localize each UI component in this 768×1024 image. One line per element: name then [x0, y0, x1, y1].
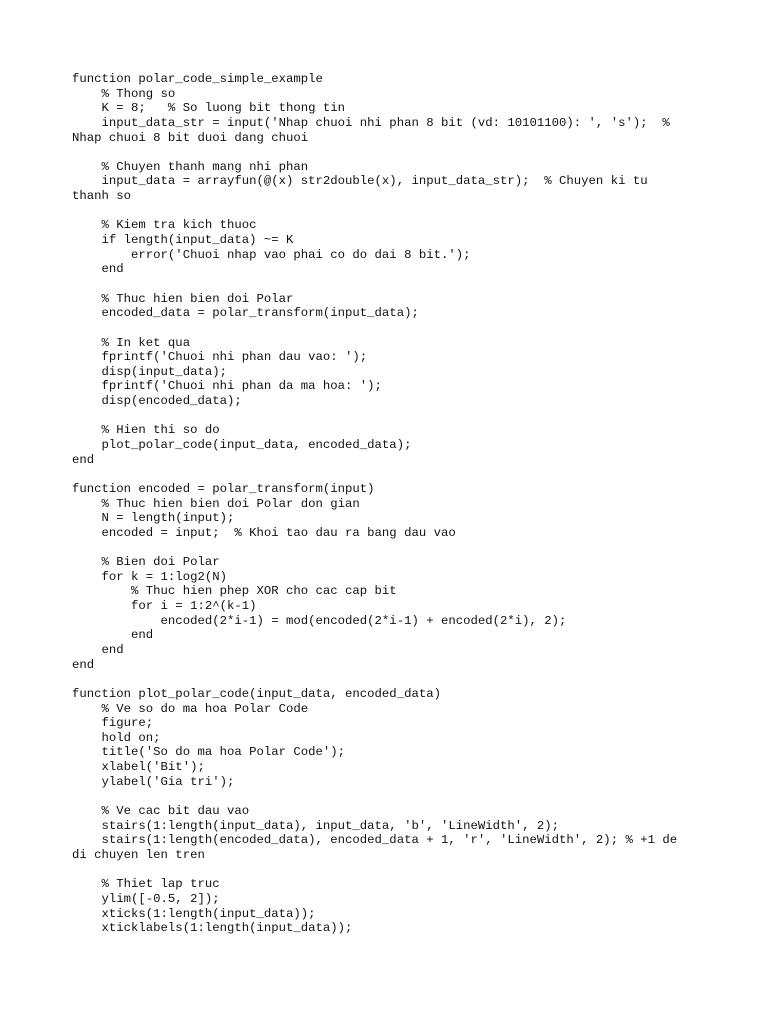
code-line: xlabel('Bit'); — [72, 760, 205, 775]
code-line — [72, 204, 732, 219]
code-line — [72, 145, 732, 160]
code-line: stairs(1:length(encoded_data), encoded_data + 1, 'r', 'LineWidth', 2); % +1 de — [72, 833, 678, 848]
code-line: stairs(1:length(input_data), input_data, 'b', 'LineWidth', 2); — [72, 818, 560, 833]
code-line — [72, 541, 732, 556]
code-line: ylabel('Gia tri'); — [72, 774, 235, 789]
code-line: % Thuc hien phep XOR cho cac cap bit — [72, 584, 397, 599]
code-line: title('So do ma hoa Polar Code'); — [72, 745, 346, 760]
code-line: end — [72, 657, 95, 672]
code-line: N = length(input); — [72, 511, 235, 526]
code-line: end — [72, 628, 154, 643]
code-line: encoded(2*i-1) = mod(encoded(2*i-1) + encoded(2*i), 2); — [72, 613, 567, 628]
code-line: % Kiem tra kich thuoc — [72, 218, 257, 233]
code-line: disp(encoded_data); — [72, 394, 242, 409]
code-line: % Hien thi so do — [72, 423, 220, 438]
code-line — [72, 467, 732, 482]
code-line: function polar_code_simple_example — [72, 72, 323, 86]
code-line: % Thuc hien bien doi Polar don gian — [72, 496, 360, 511]
code-line — [72, 321, 732, 336]
code-line — [72, 789, 732, 804]
code-line: Nhap chuoi 8 bit duoi dang chuoi — [72, 130, 309, 145]
code-line: figure; — [72, 716, 154, 731]
code-line: % Ve so do ma hoa Polar Code — [72, 701, 309, 716]
code-line: encoded = input; % Khoi tao dau ra bang dau vao — [72, 525, 456, 540]
code-line: error('Chuoi nhap vao phai co do dai 8 bit.'); — [72, 247, 471, 262]
code-line: xticklabels(1:length(input_data)); — [72, 921, 353, 936]
code-line: % In ket qua — [72, 335, 191, 350]
code-line: end — [72, 452, 95, 467]
code-line: % Bien doi Polar — [72, 555, 220, 570]
code-line — [72, 672, 732, 687]
code-line: thanh so — [72, 189, 132, 204]
code-line: end — [72, 642, 124, 657]
code-block — [72, 72, 732, 936]
code-line: fprintf('Chuoi nhi phan da ma hoa: '); — [72, 379, 382, 394]
code-line — [72, 863, 732, 878]
code-line: xticks(1:length(input_data)); — [72, 906, 316, 921]
code-line: fprintf('Chuoi nhi phan dau vao: '); — [72, 350, 368, 365]
code-line: hold on; — [72, 730, 161, 745]
code-line: % Thuc hien bien doi Polar — [72, 291, 294, 306]
code-line: end — [72, 262, 124, 277]
code-line: disp(input_data); — [72, 364, 227, 379]
code-line: ylim([-0.5, 2]); — [72, 891, 220, 906]
code-line: encoded_data = polar_transform(input_data); — [72, 306, 419, 321]
code-line: for k = 1:log2(N) — [72, 569, 227, 584]
code-line: di chuyen len tren — [72, 847, 205, 862]
code-line: function plot_polar_code(input_data, encoded_data) — [72, 686, 441, 701]
code-line: if length(input_data) ~= K — [72, 233, 294, 248]
code-line: input_data = arrayfun(@(x) str2double(x), input_data_str); % Chuyen ki tu — [72, 174, 648, 189]
code-line: % Thiet lap truc — [72, 877, 220, 892]
code-line: % Chuyen thanh mang nhi phan — [72, 159, 309, 174]
code-line: plot_polar_code(input_data, encoded_data); — [72, 438, 412, 453]
code-line: input_data_str = input('Nhap chuoi nhi phan 8 bit (vd: 10101100): ', 's'); % — [72, 115, 670, 130]
code-line — [72, 277, 732, 292]
code-line: % Thong so — [72, 86, 176, 101]
code-line: K = 8; % So luong bit thong tin — [72, 101, 346, 116]
code-line: for i = 1:2^(k-1) — [72, 599, 257, 614]
code-line: % Ve cac bit dau vao — [72, 804, 250, 819]
code-line: function encoded = polar_transform(input) — [72, 481, 375, 496]
code-line — [72, 409, 732, 424]
